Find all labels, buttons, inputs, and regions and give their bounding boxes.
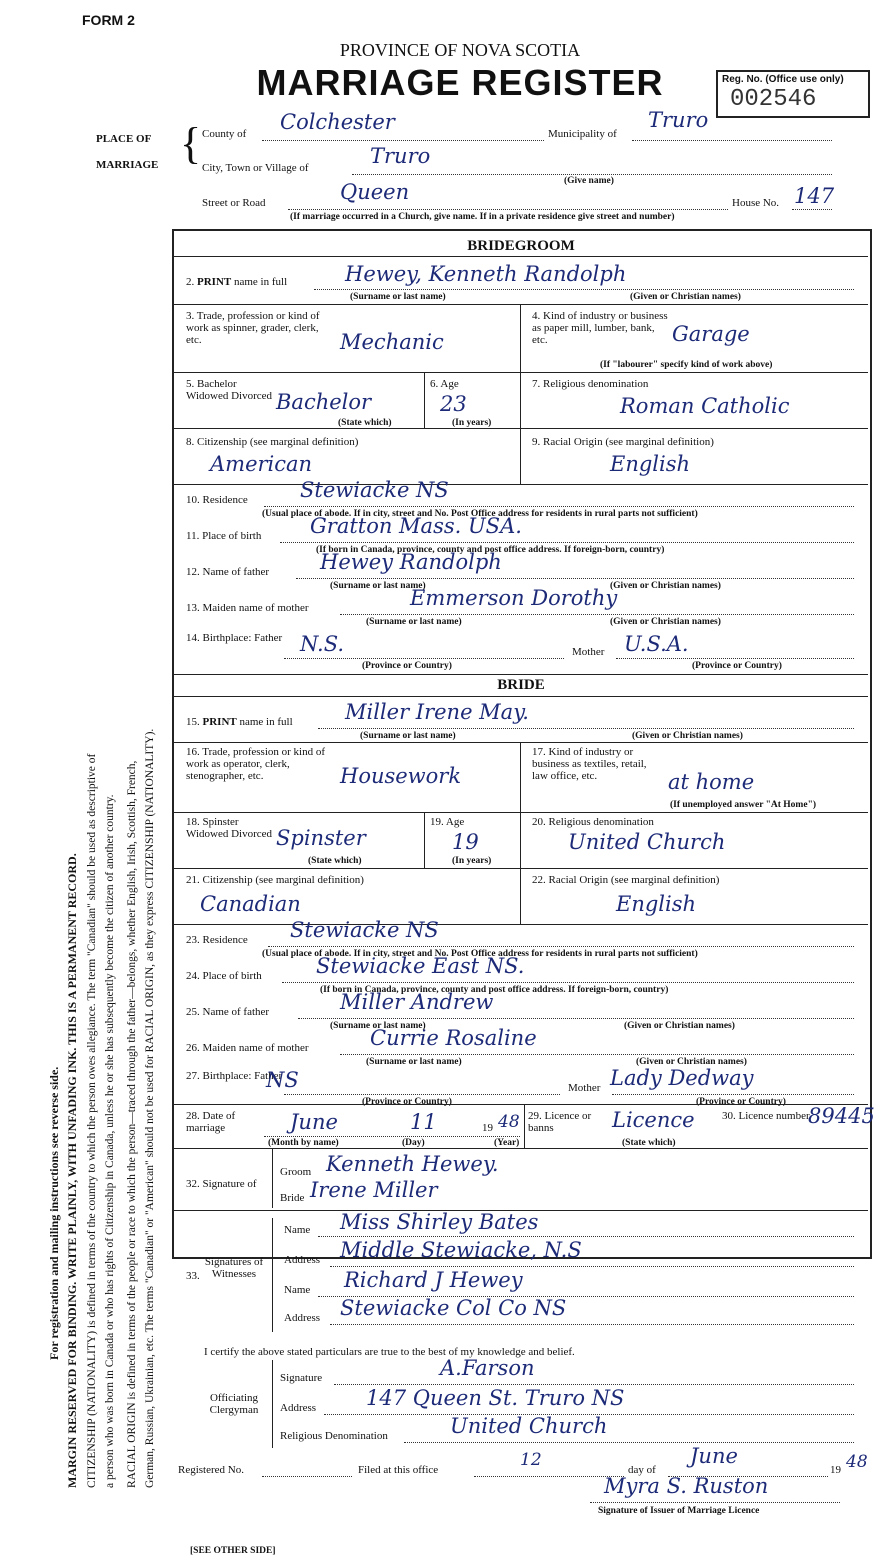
groom-mother-birthplace: U.S.A. xyxy=(624,632,689,656)
day-of-label: day of xyxy=(628,1464,656,1476)
w2-address: Stewiacke Col Co NS xyxy=(340,1296,567,1320)
bride-birthplace-value: Stewiacke East NS. xyxy=(316,954,525,978)
bride-industry-value: at home xyxy=(668,770,755,794)
street-value: Queen xyxy=(340,180,410,204)
groom-industry-label: 4. Kind of industry or business as paper mill, lumber, bank, etc. xyxy=(532,310,668,346)
groom-industry-value: Garage xyxy=(672,322,750,346)
filed-month: June xyxy=(690,1444,738,1468)
groom-surname-note: (Surname or last name) xyxy=(350,292,446,302)
margin-line-2: MARGIN RESERVED FOR BINDING. WRITE PLAINLY, WITH UNFADING INK. THIS IS A PERMANENT RECORD. xyxy=(65,853,79,1488)
groom-father-province-note: (Province or Country) xyxy=(362,661,452,671)
bride-residence-label: 23. Residence xyxy=(186,934,248,946)
bride-given-note: (Given or Christian names) xyxy=(632,731,743,741)
bride-father-surname-note: (Surname or last name) xyxy=(330,1021,426,1031)
clergy-address-label: Address xyxy=(280,1402,317,1414)
groom-signature: Kenneth Hewey. xyxy=(326,1152,499,1176)
licence-type: Licence xyxy=(612,1108,695,1132)
groom-mother-province-note: (Province or Country) xyxy=(692,661,782,671)
bride-citizenship-label: 21. Citizenship (see marginal definition) xyxy=(186,874,364,886)
day-note: (Day) xyxy=(402,1138,425,1148)
form-label: FORM 2 xyxy=(82,12,135,28)
groom-racial-label: 9. Racial Origin (see marginal definition) xyxy=(532,436,714,448)
city-value: Truro xyxy=(370,144,431,168)
bride-industry-note: (If unemployed answer "At Home") xyxy=(670,800,817,810)
groom-parents-birth-label: 14. Birthplace: Father xyxy=(186,632,283,644)
marriage-year-prefix: 19 xyxy=(482,1122,493,1134)
filed-year-prefix: 19 xyxy=(830,1464,841,1476)
street-note: (If marriage occurred in a Church, give name. If in a private residence give street and number) xyxy=(290,212,675,222)
bride-father-given-note: (Given or Christian names) xyxy=(624,1021,735,1031)
county-label: County of xyxy=(202,128,247,140)
groom-mother-label: 13. Maiden name of mother xyxy=(186,602,309,614)
bride-signature: Irene Miller xyxy=(310,1178,438,1202)
page-title: MARRIAGE REGISTER xyxy=(256,62,664,103)
groom-age-value: 23 xyxy=(440,392,467,416)
clergy-address: 147 Queen St. Truro NS xyxy=(366,1386,625,1410)
marriage-year: 48 xyxy=(498,1112,520,1132)
street-label: Street or Road xyxy=(202,197,266,209)
witness-num: 33. xyxy=(186,1270,200,1282)
groom-given-note: (Given or Christian names) xyxy=(630,292,741,302)
w1-name-label: Name xyxy=(284,1224,311,1236)
groom-industry-note: (If "labourer" specify kind of work above) xyxy=(600,360,773,370)
bride-residence-note: (Usual place of abode. If in city, street and No. Post Office address for residents in rural parts not sufficient) xyxy=(262,949,698,959)
groom-racial-value: English xyxy=(610,452,691,476)
bride-mother-birthplace: Lady Dedway xyxy=(610,1066,754,1090)
bride-mother-label: 26. Maiden name of mother xyxy=(186,1042,309,1054)
bride-trade-label: 16. Trade, profession or kind of work as operator, clerk, stenographer, etc. xyxy=(186,746,326,782)
groom-birthplace-label: 11. Place of birth xyxy=(186,530,262,542)
signature-label: 32. Signature of xyxy=(186,1178,257,1190)
clergyman-label: Officiating Clergyman xyxy=(209,1392,259,1416)
bride-father-value: Miller Andrew xyxy=(340,990,494,1014)
bride-residence-value: Stewiacke NS xyxy=(290,918,439,942)
bride-mother-value: Currie Rosaline xyxy=(370,1026,537,1050)
bride-status-value: Spinster xyxy=(276,826,366,850)
municipality-label: Municipality of xyxy=(548,128,617,140)
clergy-signature-label: Signature xyxy=(280,1372,323,1384)
brace-icon: { xyxy=(180,119,202,168)
w1-name: Miss Shirley Bates xyxy=(340,1210,539,1234)
bride-surname-note: (Surname or last name) xyxy=(360,731,456,741)
groom-status-value: Bachelor xyxy=(276,390,372,414)
margin-line-6: German, Russian, Ukrainian, etc. The terms "Canadian" or "American" should not be used for RACIAL ORIGIN, as they express CITIZENSHIP (NATIONALITY). xyxy=(144,728,156,1488)
bride-religion-value: United Church xyxy=(568,830,726,854)
groom-trade-label: 3. Trade, profession or kind of work as spinner, grader, clerk, etc. xyxy=(186,310,320,346)
bride-status-label: 18. Spinster Widowed Divorced xyxy=(186,816,273,840)
groom-mother-surname-note: (Surname or last name) xyxy=(366,617,462,627)
see-other-side: [SEE OTHER SIDE] xyxy=(190,1546,276,1556)
house-value: 147 xyxy=(794,184,835,208)
margin-line-1: For registration and mailing instructions see reverse side. xyxy=(47,1066,61,1360)
issuer-label: Signature of Issuer of Marriage Licence xyxy=(598,1506,760,1516)
bride-age-label: 19. Age xyxy=(430,816,465,828)
bride-parents-birth-label: 27. Birthplace: Father xyxy=(186,1070,283,1082)
municipality-value: Truro xyxy=(648,108,709,132)
house-label: House No. xyxy=(732,197,780,209)
filed-year: 48 xyxy=(846,1452,868,1472)
groom-father-birthplace: N.S. xyxy=(300,632,345,656)
w1-address: Middle Stewiacke, N.S xyxy=(340,1238,582,1262)
groom-father-value: Hewey Randolph xyxy=(320,550,502,574)
bride-religion-label: 20. Religious denomination xyxy=(532,816,654,828)
groom-mother-word: Mother xyxy=(572,646,605,658)
bride-mother-word: Mother xyxy=(568,1082,601,1094)
licence-label: 29. Licence or banns xyxy=(528,1110,592,1134)
city-label: City, Town or Village of xyxy=(202,162,309,174)
registered-label: Registered No. xyxy=(178,1464,244,1476)
groom-residence-note: (Usual place of abode. If in city, street and No. Post Office address for residents in rural parts not sufficient) xyxy=(262,509,698,519)
w1-address-label: Address xyxy=(284,1254,321,1266)
bride-sign-label: Bride xyxy=(280,1192,305,1204)
issuer-signature: Myra S. Ruston xyxy=(604,1474,769,1498)
province-heading: PROVINCE OF NOVA SCOTIA xyxy=(339,40,581,60)
year-note: (Year) xyxy=(494,1138,520,1148)
month-note: (Month by name) xyxy=(268,1138,339,1148)
margin-line-3: CITIZENSHIP (NATIONALITY) is defined in terms of the country to which the person owes allegiance. The term "Canadian" should be used as descriptive of xyxy=(86,753,98,1488)
bride-age-value: 19 xyxy=(452,830,479,854)
clergy-denomination: United Church xyxy=(450,1414,608,1438)
bride-state-which: (State which) xyxy=(308,856,362,866)
filed-label: Filed at this office xyxy=(358,1464,439,1476)
groom-father-given-note: (Given or Christian names) xyxy=(610,581,721,591)
place-label: PLACE OF MARRIAGE xyxy=(96,133,159,171)
bride-mother-province-note: (Province or Country) xyxy=(696,1097,786,1107)
bride-birthplace-label: 24. Place of birth xyxy=(186,970,262,982)
groom-father-surname-note: (Surname or last name) xyxy=(330,581,426,591)
clergy-signature: A.Farson xyxy=(440,1356,535,1380)
groom-mother-given-note: (Given or Christian names) xyxy=(610,617,721,627)
groom-sign-label: Groom xyxy=(280,1166,312,1178)
bride-name-value: Miller Irene May. xyxy=(345,700,529,724)
groom-trade-value: Mechanic xyxy=(340,330,444,354)
margin-line-5: RACIAL ORIGIN is defined in terms of the people or race to which the person—traced through the father—belongs, whether English, Irish, Scottish, French, xyxy=(126,760,138,1488)
groom-father-label: 12. Name of father xyxy=(186,566,270,578)
w2-name: Richard J Hewey xyxy=(344,1268,523,1292)
bride-racial-value: English xyxy=(616,892,697,916)
groom-age-label: 6. Age xyxy=(430,378,459,390)
marriage-month: June xyxy=(290,1110,338,1134)
bride-mother-surname-note: (Surname or last name) xyxy=(366,1057,462,1067)
groom-citizenship-label: 8. Citizenship (see marginal definition) xyxy=(186,436,359,448)
marriage-day: 11 xyxy=(410,1110,437,1134)
bride-section-title: BRIDE xyxy=(497,677,545,693)
groom-mother-value: Emmerson Dorothy xyxy=(410,586,618,610)
witness-label: Signatures of Witnesses xyxy=(204,1256,264,1280)
groom-religion-value: Roman Catholic xyxy=(620,394,790,418)
bride-father-label: 25. Name of father xyxy=(186,1006,270,1018)
bride-industry-label: 17. Kind of industry or business as textiles, retail, law office, etc. xyxy=(532,746,647,782)
bride-age-note: (In years) xyxy=(452,856,492,866)
groom-birthplace-note: (If born in Canada, province, county and post office address. If foreign-born, country) xyxy=(316,545,665,555)
groom-birthplace-value: Gratton Mass. USA. xyxy=(310,514,522,538)
groom-age-note: (In years) xyxy=(452,418,492,428)
bride-father-birthplace: NS xyxy=(266,1068,299,1092)
groom-residence-value: Stewiacke NS xyxy=(300,478,449,502)
filed-day: 12 xyxy=(520,1450,542,1470)
margin-line-4: a person who was born in Canada or who has rights of Citizenship in Canada, unless he or she has subsequently become the citizen of another country. xyxy=(104,794,116,1488)
licence-number: 89445 xyxy=(808,1104,875,1128)
groom-residence-label: 10. Residence xyxy=(186,494,248,506)
clergy-denomination-label: Religious Denomination xyxy=(280,1430,388,1442)
date-label: 28. Date of marriage xyxy=(186,1110,236,1134)
groom-status-label: 5. Bachelor Widowed Divorced xyxy=(186,378,273,402)
city-note: (Give name) xyxy=(564,176,614,186)
groom-religion-label: 7. Religious denomination xyxy=(532,378,649,390)
groom-section-title: BRIDEGROOM xyxy=(467,238,575,254)
groom-state-which: (State which) xyxy=(338,418,392,428)
bride-father-province-note: (Province or Country) xyxy=(362,1097,452,1107)
bride-birthplace-note: (If born in Canada, province, county and post office address. If foreign-born, country) xyxy=(320,985,669,995)
w2-name-label: Name xyxy=(284,1284,311,1296)
groom-citizenship-value: American xyxy=(210,452,313,476)
reg-no-box xyxy=(716,70,870,118)
licence-number-label: 30. Licence number xyxy=(722,1110,810,1122)
certify-text: I certify the above stated particulars are true to the best of my knowledge and belief. xyxy=(204,1346,575,1358)
bride-trade-value: Housework xyxy=(340,764,462,788)
county-value: Colchester xyxy=(280,110,395,134)
reg-no-label: Reg. No. (Office use only) xyxy=(722,74,844,85)
bride-citizenship-value: Canadian xyxy=(200,892,301,916)
reg-no-value: 002546 xyxy=(730,86,817,113)
bride-name-label: 15. PRINT name in full xyxy=(186,716,293,728)
groom-name-value: Hewey, Kenneth Randolph xyxy=(345,262,627,286)
groom-name-label: 2. PRINT name in full xyxy=(186,276,288,288)
bride-mother-given-note: (Given or Christian names) xyxy=(636,1057,747,1067)
bride-racial-label: 22. Racial Origin (see marginal definition) xyxy=(532,874,720,886)
w2-address-label: Address xyxy=(284,1312,321,1324)
licence-state: (State which) xyxy=(622,1138,676,1148)
